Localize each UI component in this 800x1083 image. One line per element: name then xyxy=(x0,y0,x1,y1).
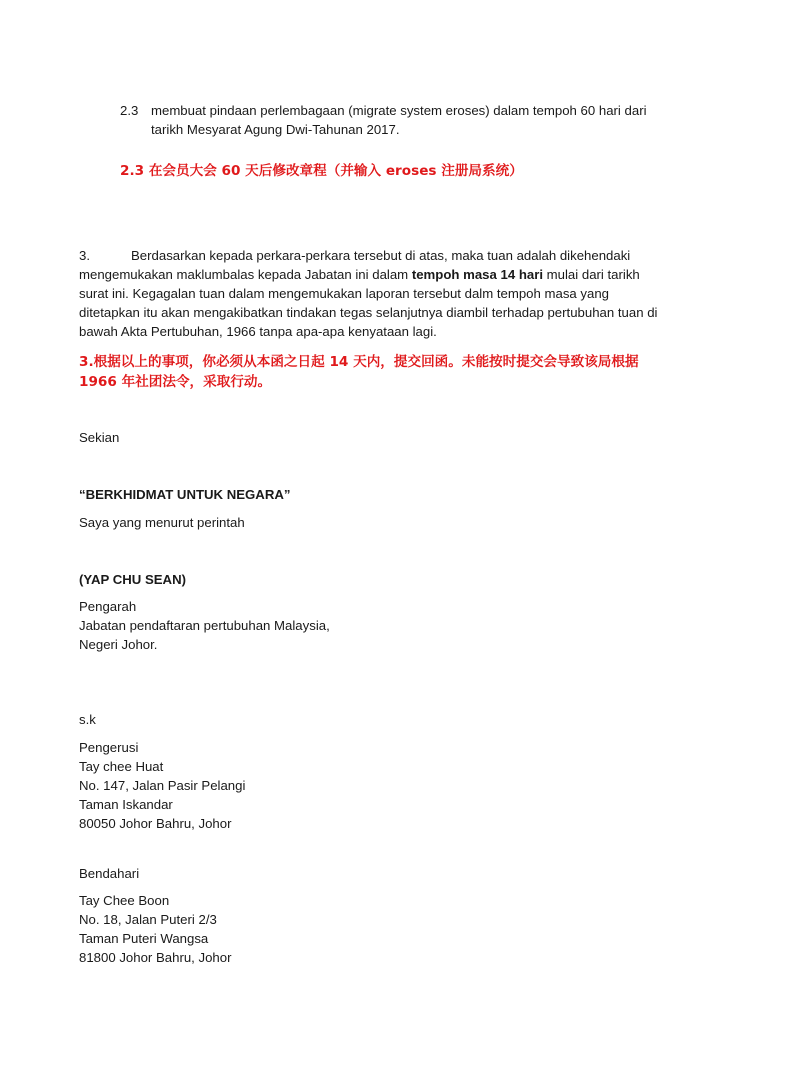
recipient-role: Bendahari xyxy=(79,866,140,881)
paragraph-text: mengemukakan maklumbalas kepada Jabatan ini dalam xyxy=(79,267,412,282)
paragraph-line: bawah Akta Pertubuhan, 1966 tanpa apa-apa kenyataan lagi. xyxy=(79,324,437,339)
paragraph-line: Berdasarkan kepada perkara-perkara tersebut di atas, maka tuan adalah dikehendaki xyxy=(131,248,631,263)
recipient-name: Tay chee Huat xyxy=(79,759,164,774)
recipient-address: No. 147, Jalan Pasir Pelangi xyxy=(79,778,246,793)
translation-line: 1966 年社团法令，采取行动。 xyxy=(79,374,272,390)
signatory-name: (YAP CHU SEAN) xyxy=(79,572,186,587)
paragraph-text: mulai dari tarikh xyxy=(543,267,640,282)
paragraph-number: 3. xyxy=(79,248,90,263)
paragraph-line xyxy=(79,265,640,284)
recipient-name: Tay Chee Boon xyxy=(79,893,170,908)
item-text-line: membuat pindaan perlembagaan (migrate system eroses) dalam tempoh 60 hari dari xyxy=(151,103,647,118)
copy-to-label: s.k xyxy=(79,712,96,727)
signatory-block xyxy=(79,597,330,654)
signatory-title: Pengarah xyxy=(79,599,137,614)
closing-sekian: Sekian xyxy=(79,430,120,445)
paragraph-line: ditetapkan itu akan mengakibatkan tindakan tegas selanjutnya diambil terhadap pertubuhan tuan di xyxy=(79,305,658,320)
deadline-emphasis: tempoh masa 14 hari xyxy=(411,267,544,282)
closing-saya: Saya yang menurut perintah xyxy=(79,515,245,530)
translation-line: 3.根据以上的事项，你必须从本函之日起 14 天内，提交回函。未能按时提交会导致该局根据 xyxy=(79,354,639,370)
item-number: 2.3 xyxy=(120,103,139,118)
signatory-state: Negeri Johor. xyxy=(79,637,158,652)
recipient-address: Taman Iskandar xyxy=(79,797,173,812)
motto: “BERKHIDMAT UNTUK NEGARA” xyxy=(79,487,291,502)
recipient-pengerusi xyxy=(79,738,245,833)
recipient-role: Pengerusi xyxy=(79,740,139,755)
recipient-address: 80050 Johor Bahru, Johor xyxy=(79,816,232,831)
signatory-department: Jabatan pendaftaran pertubuhan Malaysia, xyxy=(79,618,330,633)
item-text-line: tarikh Mesyarat Agung Dwi-Tahunan 2017. xyxy=(151,122,400,137)
item-2-3-translation: 2.3 在会员大会 60 天后修改章程（并输入 eroses 注册局系统） xyxy=(120,163,523,179)
paragraph-line: surat ini. Kegagalan tuan dalam mengemukakan laporan tersebut dalm tempoh masa yang xyxy=(79,286,610,301)
recipient-address: Taman Puteri Wangsa xyxy=(79,931,209,946)
recipient-address: No. 18, Jalan Puteri 2/3 xyxy=(79,912,217,927)
recipient-address: 81800 Johor Bahru, Johor xyxy=(79,950,232,965)
paragraph-3-translation xyxy=(79,352,639,392)
